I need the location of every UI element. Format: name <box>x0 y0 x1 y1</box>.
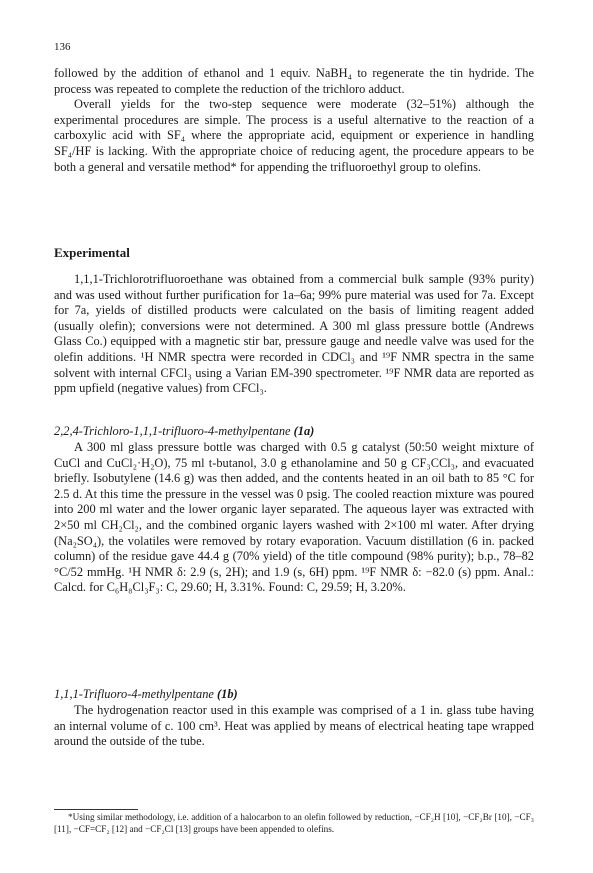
page-number: 136 <box>54 41 71 53</box>
intro-paragraph-2: Overall yields for the two-step sequence were moderate (32–51%) although the experimental procedures are simple. The process is a useful alternative to the reaction of a carboxylic acid with SF₄ where the appropriate acid, equipment or experience in handling SF₄/HF is lacking. With the appropriate choice of reducing agent, the procedure appears to be both a general and versatile method* for appending the trifluoroethyl group to olefins. <box>54 97 534 174</box>
section-heading-experimental: Experimental <box>54 245 130 260</box>
compound-1b-text <box>54 703 534 750</box>
footnote-rule <box>54 809 138 810</box>
intro-text <box>54 66 534 175</box>
compound-1a-label: (1a) <box>293 424 315 438</box>
compound-1a-heading <box>54 424 314 439</box>
experimental-paragraph: 1,1,1-Trichlorotrifluoroethane was obtained from a commercial bulk sample (93% purity) and was used without further purification for 1a–6a; 99% pure material was used for 7a. Except for 7a, yields of distilled products were calculated on the basis of limiting reagent added (usually olefin); conversions were not determined. A 300 ml glass pressure bottle (Andrews Glass Co.) equipped with a magnetic stir bar, pressure gauge and needle valve was used for the olefin additions. ¹H NMR spectra were recorded in CDCl₃ and ¹⁹F NMR spectra in the same solvent with internal CFCl₃ using a Varian EM-390 spectrometer. ¹⁹F NMR data are reported as ppm upfield (negative values) from CFCl₃. <box>54 272 534 396</box>
footnote-text: *Using similar methodology, i.e. addition of a halocarbon to an olefin followed by reduction, −CF₂H [10], −CF₂Br [10], −CF₃ [11], −CF=CF₂ [12] and −CF₂Cl [13] groups have been appended to olefins. <box>54 812 534 834</box>
compound-1b-paragraph: The hydrogenation reactor used in this example was comprised of a 1 in. glass tube having an internal volume of c. 100 cm³. Heat was applied by means of electrical heating tape wrapped around the outside of the tube. <box>54 703 534 749</box>
compound-1b-label: (1b) <box>217 687 238 701</box>
compound-1b-heading <box>54 687 238 702</box>
experimental-text <box>54 272 534 397</box>
compound-1b-title: 1,1,1-Trifluoro-4-methylpentane <box>54 687 214 701</box>
footnote <box>54 812 534 835</box>
intro-paragraph-1: followed by the addition of ethanol and 1 equiv. NaBH₄ to regenerate the tin hydride. The process was repeated to complete the reduction of the trichloro adduct. <box>54 66 534 96</box>
compound-1a-text <box>54 440 534 596</box>
compound-1a-title: 2,2,4-Trichloro-1,1,1-trifluoro-4-methylpentane <box>54 424 291 438</box>
compound-1a-paragraph: A 300 ml glass pressure bottle was charged with 0.5 g catalyst (50:50 weight mixture of CuCl and CuCl₂·H₂O), 75 ml t-butanol, 3.0 g ethanolamine and 50 g CF₃CCl₃, and evacuated briefly. Isobutylene (14.6 g) was then added, and the contents heated in an oil bath to 85 °C for 2.5 d. At this time the pressure in the vessel was 0 psig. The cooled reaction mixture was poured into 200 ml water and the lower organic layer separated. The aqueous layer was extracted with 2×50 ml CH₂Cl₂, and the combined organic layers washed with 2×100 ml water. After drying (Na₂SO₄), the volatiles were removed by rotary evaporation. Vacuum distillation (6 in. packed column) of the residue gave 44.4 g (70% yield) of the title compound (98% purity); b.p., 78–82 °C/52 mmHg. ¹H NMR δ: 2.9 (s, 2H); and 1.9 (s, 6H) ppm. ¹⁹F NMR δ: −82.0 (s) ppm. Anal.: Calcd. for C₆H₈Cl₃F₃: C, 29.60; H, 3.31%. Found: C, 29.59; H, 3.20%. <box>54 440 534 595</box>
